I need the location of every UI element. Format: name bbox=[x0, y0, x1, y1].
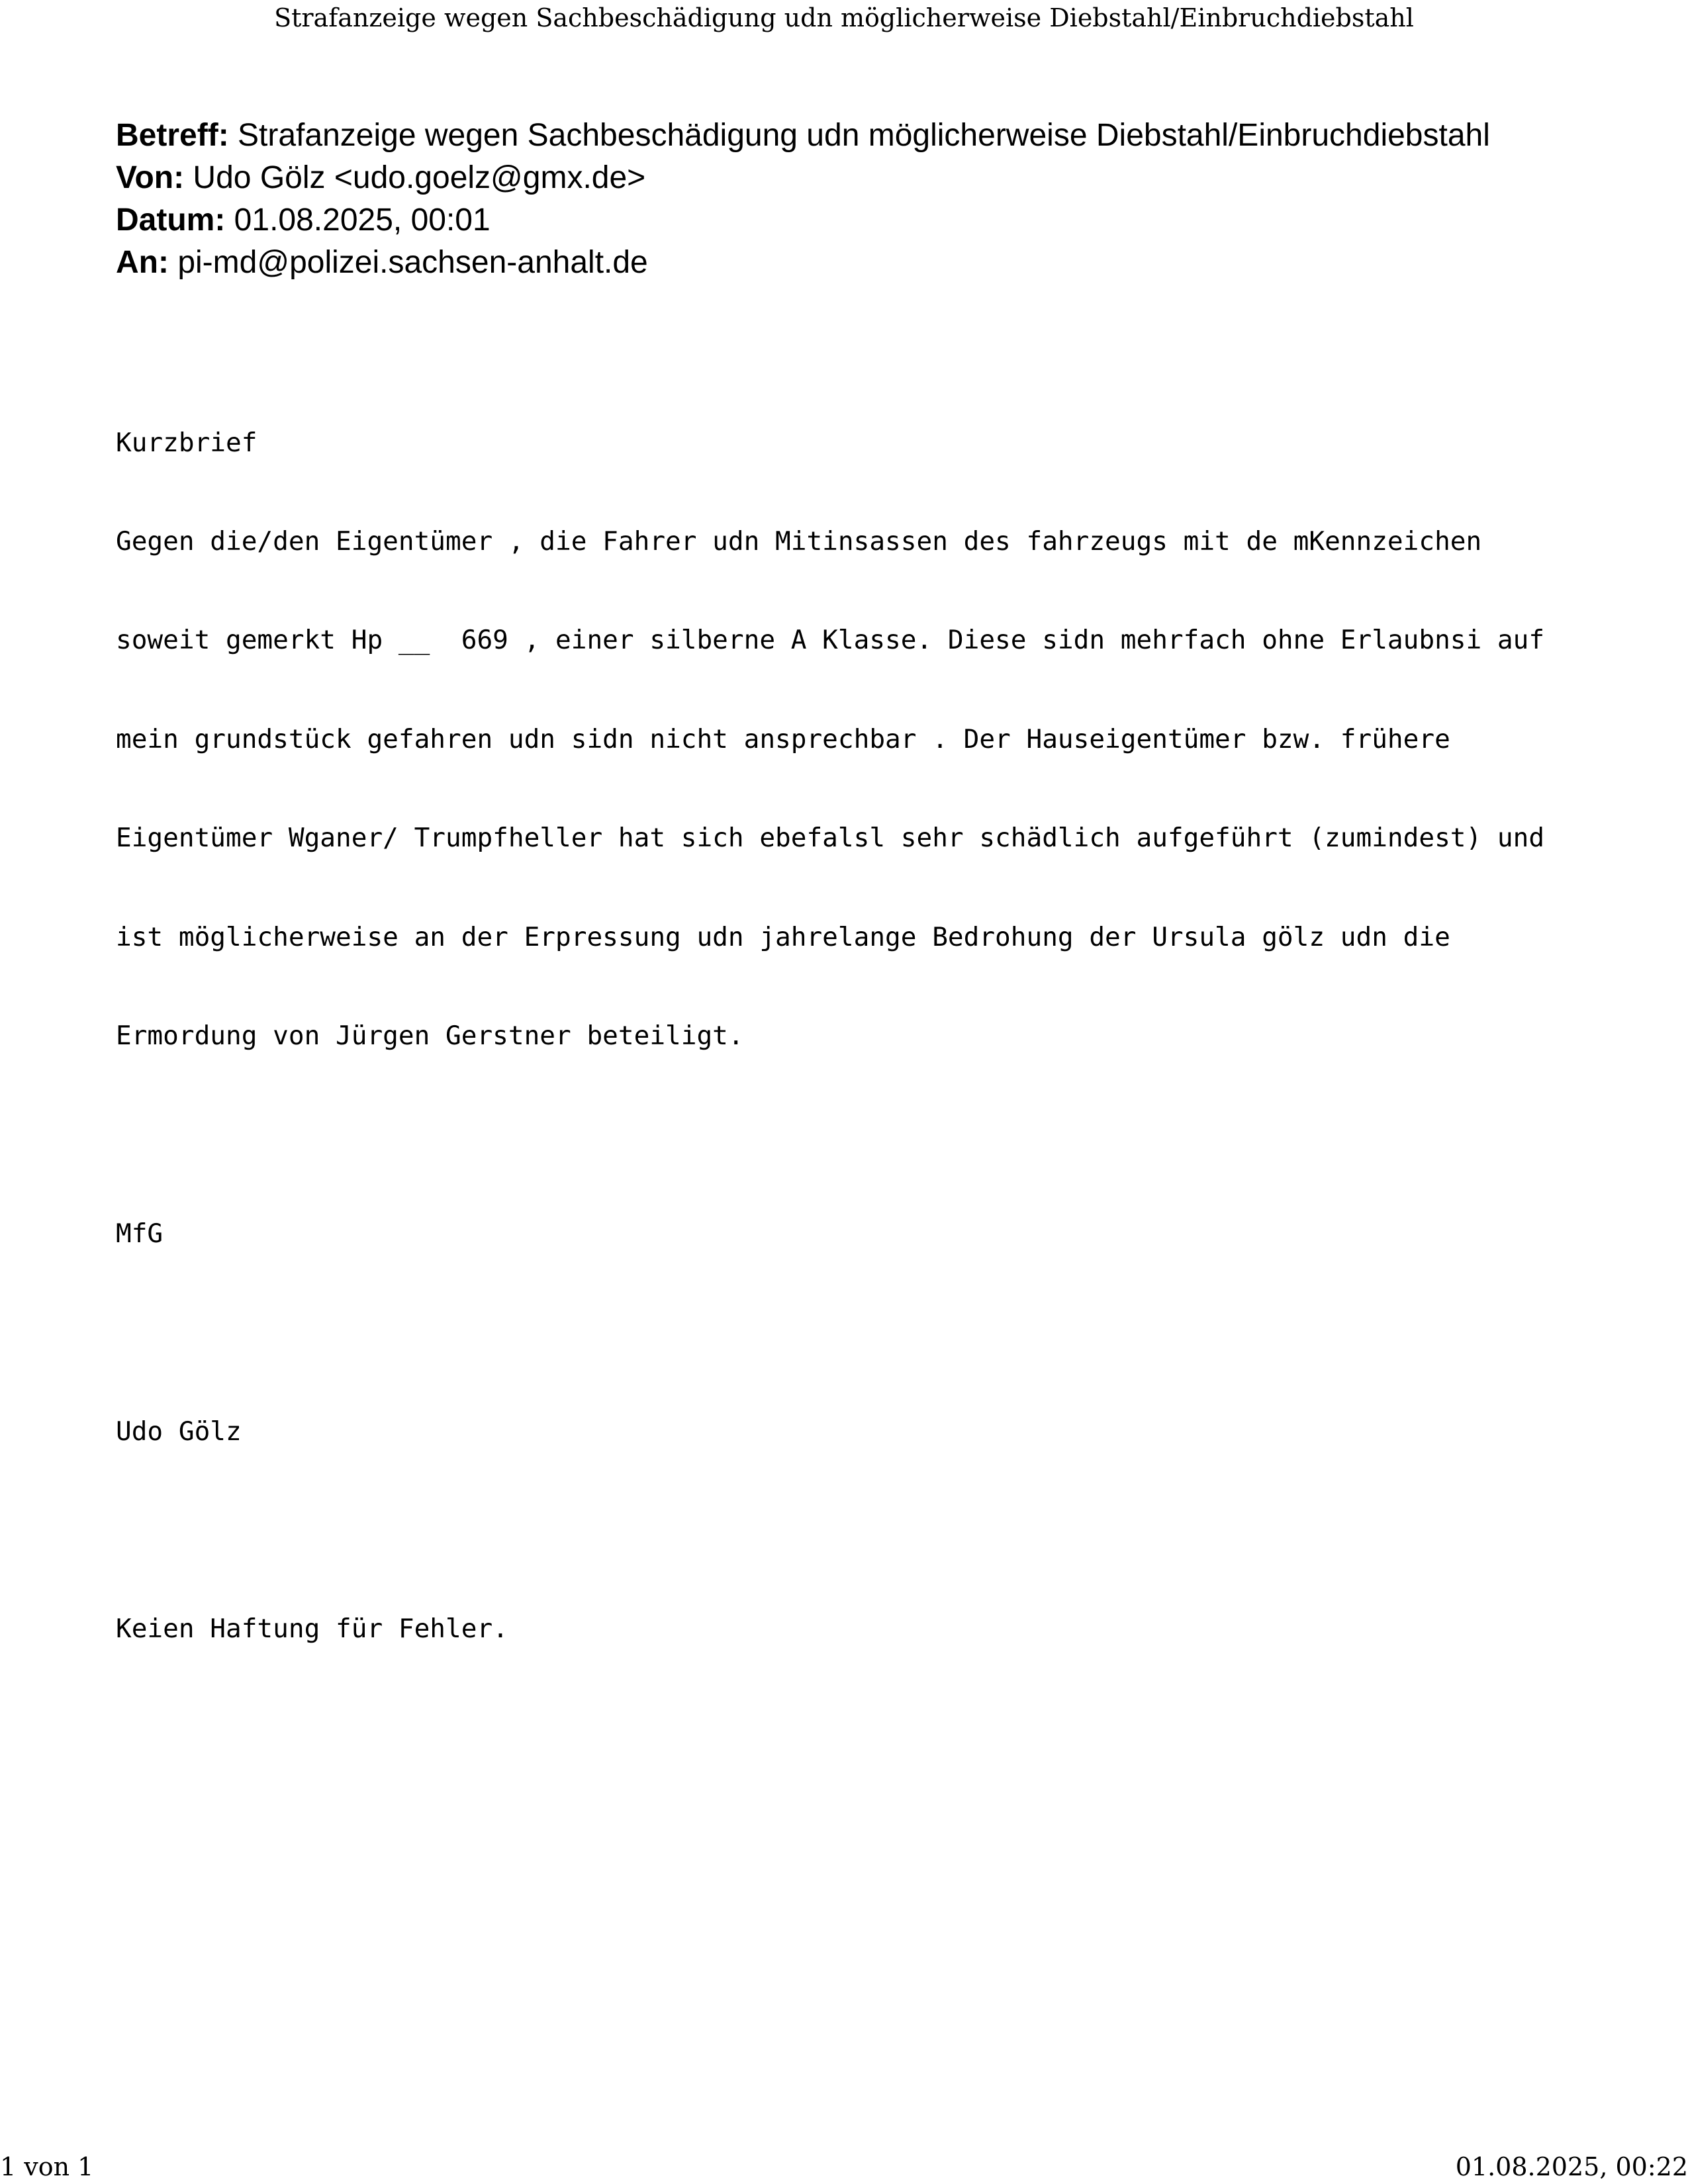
print-footer bbox=[0, 2150, 1688, 2184]
body-disclaimer: Keien Haftung für Fehler. bbox=[116, 1614, 508, 1645]
body-line: Gegen die/den Eigentümer , die Fahrer udn Mitinsassen des fahrzeugs mit de mKennzeichen bbox=[116, 525, 1482, 557]
print-timestamp: 01.08.2025, 00:22 bbox=[1455, 2152, 1688, 2181]
to-label: An: bbox=[116, 245, 169, 280]
body-line: mein grundstück gefahren udn sidn nicht ansprechbar . Der Hauseigentümer bzw. frühere bbox=[116, 723, 1450, 754]
date-row bbox=[116, 199, 1585, 242]
body-line: Ermordung von Jürgen Gerstner beteiligt. bbox=[116, 1020, 744, 1051]
body-signature: Udo Gölz bbox=[116, 1416, 242, 1447]
body-blank-line bbox=[116, 1514, 1605, 1547]
print-header-title: Strafanzeige wegen Sachbeschädigung udn möglicherweise Diebstahl/Einbruchdiebstahl bbox=[274, 3, 1414, 32]
to-row bbox=[116, 242, 1585, 284]
from-row bbox=[116, 157, 1585, 199]
page-number: 1 von 1 bbox=[0, 2152, 94, 2181]
email-headers bbox=[116, 114, 1585, 284]
body-closing: MfG bbox=[116, 1218, 164, 1249]
to-value: pi-md@polizei.sachsen-anhalt.de bbox=[177, 245, 648, 280]
subject-value: Strafanzeige wegen Sachbeschädigung udn möglicherweise Diebstahl/Einbruchdiebstahl bbox=[238, 118, 1490, 153]
date-value: 01.08.2025, 00:01 bbox=[234, 203, 491, 238]
date-label: Datum: bbox=[116, 203, 226, 238]
subject-label: Betreff: bbox=[116, 118, 229, 153]
subject-row bbox=[116, 114, 1585, 157]
body-line-heading: Kurzbrief bbox=[116, 427, 258, 458]
body-line: soweit gemerkt Hp __ 669 , einer silberne A Klasse. Diese sidn mehrfach ohne Erlaubnsi auf bbox=[116, 625, 1545, 656]
body-line: Eigentümer Wganer/ Trumpfheller hat sich ebefalsl sehr schädlich aufgeführt (zumindest) und bbox=[116, 823, 1545, 854]
email-body bbox=[116, 361, 1605, 1679]
from-label: Von: bbox=[116, 160, 185, 195]
body-blank-line bbox=[116, 1316, 1605, 1349]
from-value: Udo Gölz <udo.goelz@gmx.de> bbox=[193, 160, 646, 195]
body-line: ist möglicherweise an der Erpressung udn jahrelange Bedrohung der Ursula gölz udn die bbox=[116, 921, 1450, 952]
body-blank-line bbox=[116, 1118, 1605, 1152]
